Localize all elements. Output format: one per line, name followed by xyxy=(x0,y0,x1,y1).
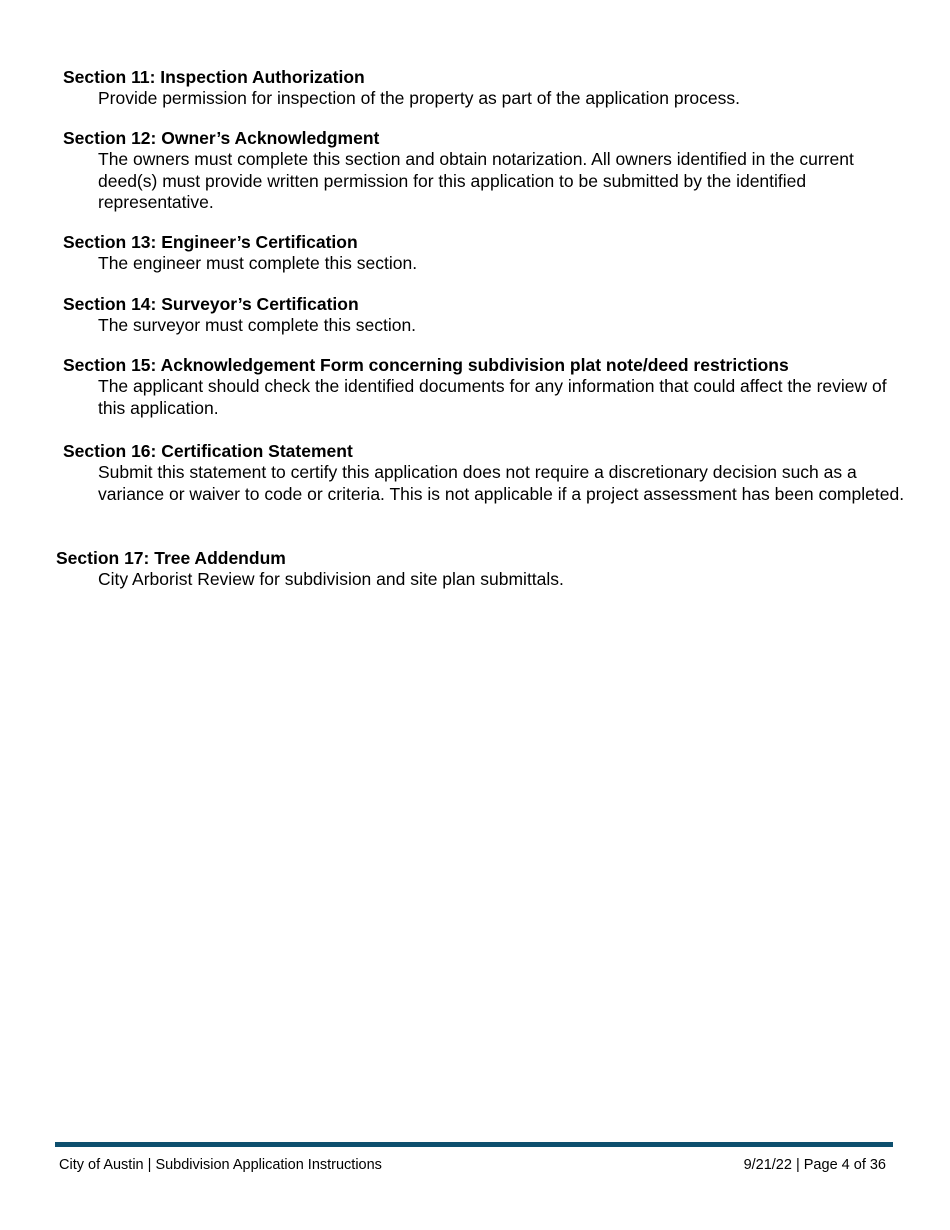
section-heading: Section 15: Acknowledgement Form concerning subdivision plat note/deed restrictions xyxy=(63,355,789,375)
section-body: Provide permission for inspection of the property as part of the application process. xyxy=(98,88,741,108)
footer-document-title: City of Austin | Subdivision Application Instructions xyxy=(59,1157,382,1173)
footer-page-info: 9/21/22 | Page 4 of 36 xyxy=(743,1157,886,1173)
section-heading: Section 11: Inspection Authorization xyxy=(63,67,365,87)
section-17 xyxy=(56,548,901,591)
section-15 xyxy=(63,355,908,419)
section-12 xyxy=(63,128,908,214)
section-body: The applicant should check the identified documents for any information that could affect the review of this application. xyxy=(98,376,887,418)
section-heading: Section 17: Tree Addendum xyxy=(56,548,286,568)
section-body: The owners must complete this section and obtain notarization. All owners identified in the current deed(s) must provide written permission for this application to be submitted by the identified representative. xyxy=(98,149,854,212)
section-16 xyxy=(63,441,908,505)
section-13 xyxy=(63,232,908,275)
section-heading: Section 13: Engineer’s Certification xyxy=(63,232,358,252)
section-body: The surveyor must complete this section. xyxy=(98,315,417,335)
section-heading: Section 16: Certification Statement xyxy=(63,441,353,461)
section-body: Submit this statement to certify this application does not require a discretionary decision such as a variance or waiver to code or criteria. This is not applicable if a project assessment has been completed. xyxy=(98,462,905,504)
section-body: City Arborist Review for subdivision and site plan submittals. xyxy=(98,569,564,589)
section-11 xyxy=(63,67,908,110)
section-heading: Section 12: Owner’s Acknowledgment xyxy=(63,128,380,148)
section-body: The engineer must complete this section. xyxy=(98,253,418,273)
section-heading: Section 14: Surveyor’s Certification xyxy=(63,294,359,314)
footer-divider xyxy=(55,1142,893,1147)
section-14 xyxy=(63,294,908,337)
